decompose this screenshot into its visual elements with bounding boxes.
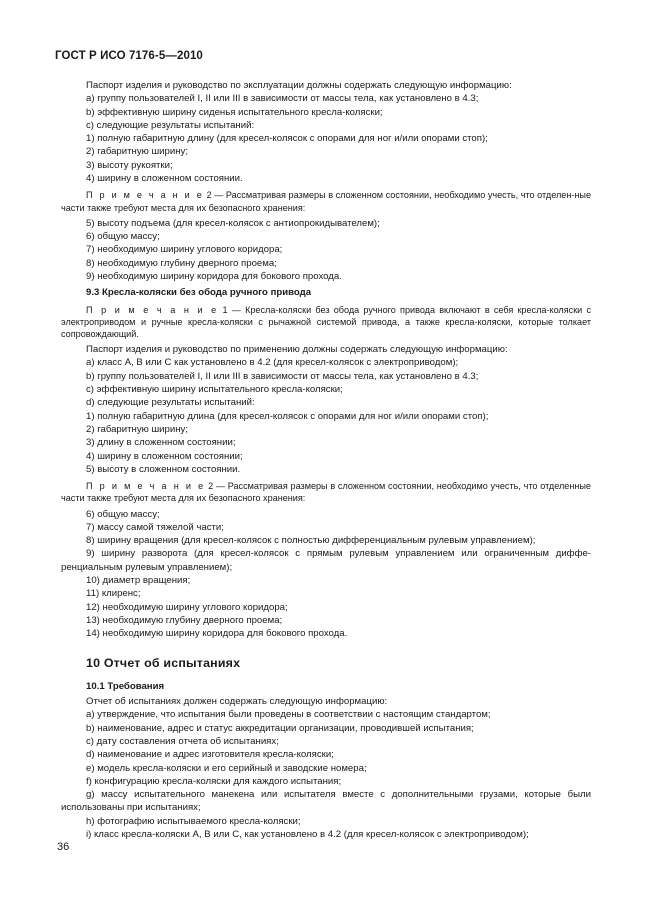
list-item: 9) ширину разворота (для кресел-колясок с прямым рулевым управлением или ограниченным диффе-ренциальным рулевым управлением); [61,548,591,573]
list-item: f) конфигурацию кресла-коляски для каждого испытания; [86,775,342,787]
list-item: a) утверждение, что испытания были проведены в соответствии с настоящим стандартом; [86,709,491,721]
paragraph-intro: Паспорт изделия и руководство по применению должны содержать следующую информацию: [86,344,508,356]
paragraph-intro: Отчет об испытаниях должен содержать следующую информацию: [86,696,388,708]
list-item: 10) диаметр вращения; [86,575,191,587]
section-heading: 9.3 Кресла-коляски без обода ручного привода [86,287,312,299]
list-item: d) следующие результаты испытаний: [86,397,255,409]
page-content [61,79,591,841]
list-item: 2) габаритную ширину; [86,146,188,158]
list-item: c) эффективную ширину испытательного кресла-коляски; [86,384,343,396]
list-item: d) наименование и адрес изготовителя кресла-коляски; [86,749,334,761]
list-item: 7) необходимую ширину углового коридора; [86,244,283,256]
note [61,189,591,213]
list-item: 4) ширину в сложенном состоянии; [86,450,243,462]
list-item: a) класс A, B или C как установлено в 4.2 (для кресел-колясок с электроприводом); [86,357,459,369]
list-item: g) массу испытательного манекена или испытателя вместе с дополнительными грузами, которые были использованы при испытаниях; [61,789,591,814]
list-item: 1) полную габаритную длина (для кресел-колясок с опорами для ног и/или опорами стоп); [86,410,489,422]
note [61,480,591,504]
list-item: 12) необходимую ширину углового коридора; [86,601,288,613]
note-text: 2 — Рассматривая размеры в сложенном состоянии, необходимо учесть, что отделен-ные части также требуют места для их безопасного хранения: [61,190,591,213]
list-item: 4) ширину в сложенном состоянии. [86,173,243,185]
note-text: 2 — Рассматривая размеры в сложенном состоянии, необходимо учесть, что отделенные части также требуют места для их безопасного хранения: [61,481,591,504]
list-item: 7) массу самой тяжелой части; [86,521,224,533]
list-item: c) следующие результаты испытаний: [86,119,255,131]
list-item: 9) необходимую ширину коридора для бокового прохода. [86,270,342,282]
list-item: b) эффективную ширину сиденья испытательного кресла-коляски; [86,106,383,118]
list-item: c) дату составления отчета об испытаниях; [86,736,279,747]
list-item: h) фотографию испытываемого кресла-коляски; [86,815,301,827]
list-item: 2) габаритную ширину; [86,423,188,435]
list-item: b) группу пользователей I, II или III в зависимости от массы тела, как установлено в 4.3; [86,370,479,382]
list-item: 8) необходимую глубину дверного проема; [86,257,277,269]
list-item: 5) высоту в сложенном состоянии. [86,463,241,475]
list-item: 3) длину в сложенном состоянии; [86,437,236,449]
note-label: П р и м е ч а н и е [86,481,206,492]
note-label: П р и м е ч а н и е [86,190,205,201]
section-10-heading: 10 Отчет об испытаниях [86,655,241,670]
list-item: 14) необходимую ширину коридора для бокового прохода. [86,628,348,640]
list-item: 3) высоту рукоятки; [86,159,173,171]
page-header: ГОСТ Р ИСО 7176-5—2010 [55,50,203,62]
list-item: 6) общую массу; [86,508,160,520]
list-item: 13) необходимую глубину дверного проема; [86,614,283,626]
note [61,304,591,341]
note-text: 1 — Кресла-коляски без обода ручного привода включают в себя кресла-коляски с электроприводом и ручные кресла-коляски с рычажной системой привода, а также кресла-коляски, которые толкает сопровождающий. [61,304,591,339]
list-item: 5) высоту подъема (для кресел-колясок с антиопрокидывателем); [86,217,380,229]
list-item: b) наименование, адрес и статус аккредитации организации, проводившей испытания; [86,722,474,734]
list-item: 8) ширину вращения (для кресел-колясок с полностью дифференциальным рулевым управлением); [86,535,536,547]
list-item: i) класс кресла-коляски A, B или C, как установлено в 4.2 (для кресел-колясок с электроприводом); [86,829,529,841]
list-item: e) модель кресла-коляски и его серийный и заводские номера; [86,762,367,774]
page-number: 36 [57,841,70,853]
list-item: 6) общую массу; [86,231,160,243]
list-item: 11) клиренс; [86,588,141,600]
subsection-heading: 10.1 Требования [86,680,165,692]
note-label: П р и м е ч а н и е [86,304,219,315]
paragraph-intro: Паспорт изделия и руководство по эксплуатации должны содержать следующую информацию: [86,80,512,91]
list-item: a) группу пользователей I, II или III в зависимости от массы тела, как установлено в 4.3; [86,93,479,105]
list-item: 1) полную габаритную длину (для кресел-колясок с опорами для ног и/или опорами стоп); [86,133,488,145]
